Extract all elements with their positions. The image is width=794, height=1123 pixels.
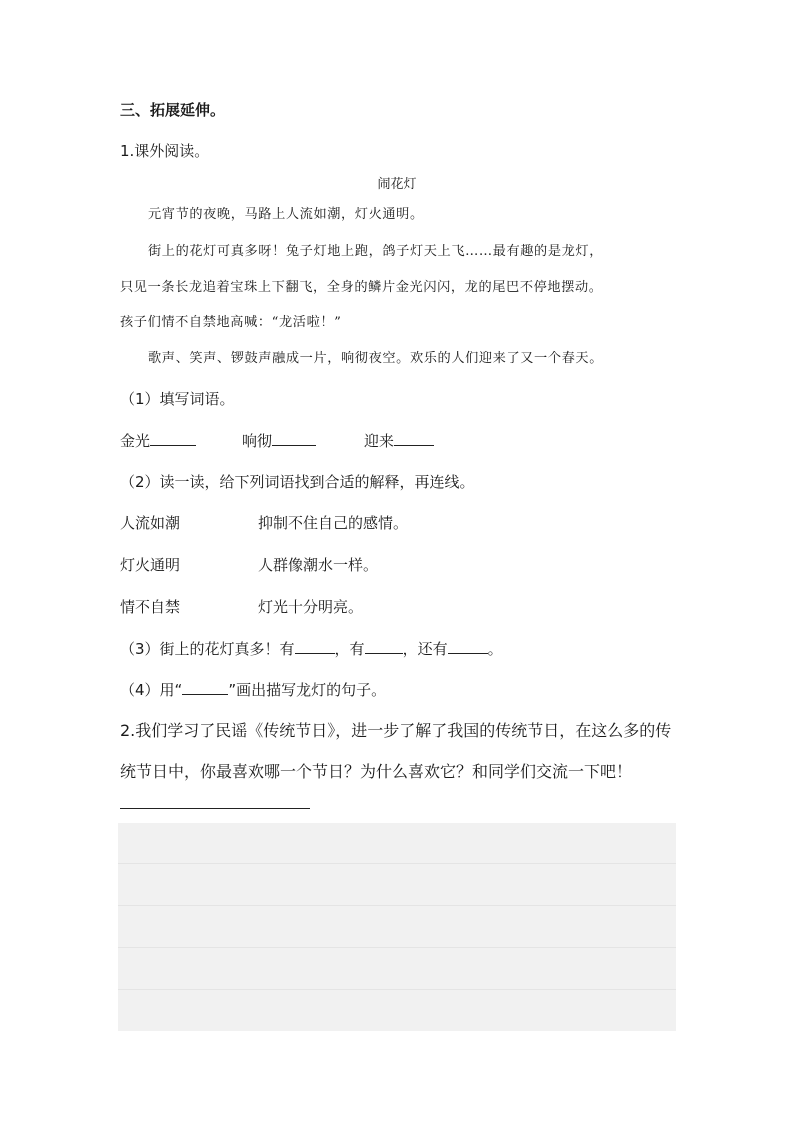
writing-rule <box>118 989 676 990</box>
subquestion-2-label: （2）读一读，给下列词语找到合适的解释，再连线。 <box>120 473 475 491</box>
passage-paragraph-2-line-2: 只见一条长龙追着宝珠上下翻飞，全身的鳞片金光闪闪，龙的尾巴不停地摆动。 <box>120 280 603 295</box>
subquestion-3 <box>120 638 503 659</box>
fill-item <box>120 430 196 451</box>
question-2-line-2: 统节日中，你最喜欢哪一个节日？为什么喜欢它？和同学们交流一下吧！ <box>120 762 633 781</box>
underline-sample <box>182 679 228 695</box>
subquestion-1-label: （1）填写词语。 <box>120 390 235 408</box>
passage-paragraph-3: 歌声、笑声、锣鼓声融成一片，响彻夜空。欢乐的人们迎来了又一个春天。 <box>148 351 603 366</box>
subquestion-3-text: ，有 <box>334 640 365 658</box>
writing-rule <box>118 863 676 864</box>
subquestion-4-text: ”画出描写龙灯的句子。 <box>228 681 387 699</box>
fill-blank[interactable] <box>448 638 488 654</box>
fill-item-prefix: 金光 <box>120 432 151 450</box>
section-title: 三、拓展延伸。 <box>120 101 226 119</box>
match-term[interactable]: 灯火通明 <box>120 556 181 574</box>
match-term[interactable]: 人流如潮 <box>120 514 181 532</box>
subquestion-3-text: 。 <box>487 640 503 658</box>
fill-item <box>242 430 316 451</box>
answer-line[interactable] <box>120 808 310 809</box>
match-term[interactable]: 情不自禁 <box>120 598 181 616</box>
question-2-line-1: 2.我们学习了民谣《传统节日》，进一步了解了我国的传统节日，在这么多的传 <box>120 721 672 740</box>
passage-paragraph-1: 元宵节的夜晚，马路上人流如潮，灯火通明。 <box>148 207 424 222</box>
match-definition[interactable]: 人群像潮水一样。 <box>258 556 379 574</box>
subquestion-3-text: ，还有 <box>402 640 448 658</box>
answer-writing-area[interactable] <box>118 823 676 1031</box>
writing-rule <box>118 905 676 906</box>
passage-paragraph-2-line-3: 孩子们情不自禁地高喊：“龙活啦！” <box>120 315 342 330</box>
subquestion-3-text: （3）街上的花灯真多！有 <box>120 640 295 658</box>
subquestion-4 <box>120 679 386 700</box>
match-definition[interactable]: 抑制不住自己的感情。 <box>258 514 409 532</box>
writing-rule <box>118 947 676 948</box>
fill-item <box>364 430 434 451</box>
question-1-label: 1.课外阅读。 <box>120 142 210 160</box>
subquestion-4-text: （4）用“ <box>120 681 183 699</box>
fill-item-prefix: 迎来 <box>364 432 395 450</box>
fill-blank[interactable] <box>365 638 403 654</box>
passage-title: 闹花灯 <box>377 177 417 192</box>
fill-blank[interactable] <box>272 430 316 446</box>
passage-paragraph-2-line-1: 街上的花灯可真多呀！兔子灯地上跑，鸽子灯天上飞……最有趣的是龙灯， <box>148 244 603 259</box>
fill-blank[interactable] <box>150 430 196 446</box>
fill-item-prefix: 响彻 <box>242 432 273 450</box>
fill-blank[interactable] <box>394 430 434 446</box>
fill-blank[interactable] <box>295 638 335 654</box>
match-definition[interactable]: 灯光十分明亮。 <box>258 598 364 616</box>
